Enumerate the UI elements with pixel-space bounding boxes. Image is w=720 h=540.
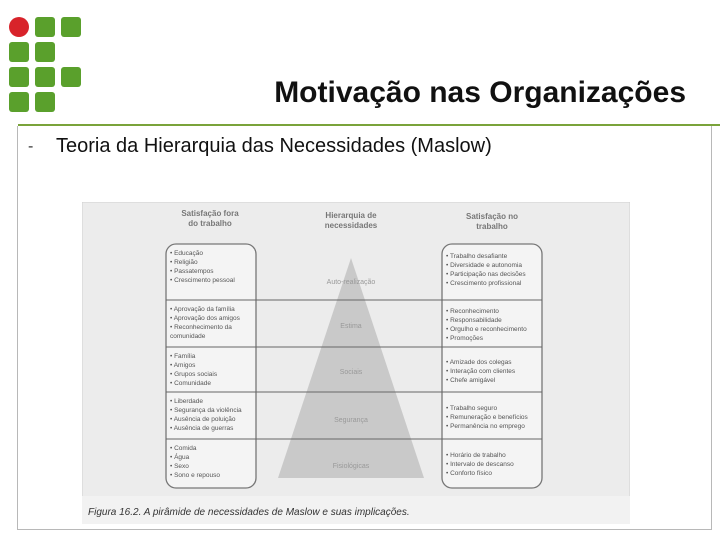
right-item: • Remuneração e benefícios xyxy=(446,414,528,421)
right-item: • Promoções xyxy=(446,335,483,342)
left-item: • Água xyxy=(170,454,190,461)
right-item: • Orgulho e reconhecimento xyxy=(446,326,527,333)
level-physiological: Fisiológicas xyxy=(332,463,370,470)
level-self-actualization: Auto-realização xyxy=(326,279,376,286)
col-left-header-2: do trabalho xyxy=(188,219,232,228)
left-item: • Liberdade xyxy=(170,398,203,405)
left-item: • Família xyxy=(170,353,196,360)
institution-logo xyxy=(9,17,89,113)
left-item: • Sexo xyxy=(170,463,189,470)
left-item: • Comunidade xyxy=(170,380,211,387)
figure-caption: Figura 16.2. A pirâmide de necessidades de Maslow e suas implicações. xyxy=(88,507,410,518)
level-social: Sociais xyxy=(339,369,363,376)
left-item: comunidade xyxy=(170,333,206,340)
left-item: • Educação xyxy=(170,250,203,257)
right-item: • Chefe amigável xyxy=(446,377,496,384)
left-item: • Reconhecimento da xyxy=(170,324,232,331)
left-item: • Aprovação da família xyxy=(170,306,235,313)
left-item: • Sono e repouso xyxy=(170,472,220,479)
col-mid-header-1: Hierarquia de xyxy=(325,211,377,220)
page-title: Motivação nas Organizações xyxy=(274,76,686,109)
level-safety: Segurança xyxy=(334,417,368,424)
left-item: • Aprovação dos amigos xyxy=(170,315,240,322)
right-item: • Diversidade e autonomia xyxy=(446,262,522,269)
bullet-text: Teoria da Hierarquia das Necessidades (Maslow) xyxy=(56,135,492,157)
left-item: • Ausência de poluição xyxy=(170,416,236,423)
right-item: • Reconhecimento xyxy=(446,308,499,315)
right-item: • Conforto físico xyxy=(446,470,492,477)
left-item: • Segurança da violência xyxy=(170,407,242,414)
right-item: • Intervalo de descanso xyxy=(446,461,514,468)
col-right-header-1: Satisfação no xyxy=(465,212,519,221)
right-item: • Crescimento profissional xyxy=(446,280,522,287)
col-left-header-1: Satisfação fora xyxy=(181,209,239,218)
col-mid-header-2: necessidades xyxy=(324,221,378,230)
right-item: • Amizade dos colegas xyxy=(446,359,512,366)
col-right-header-2: trabalho xyxy=(476,222,508,231)
left-item: • Amigos xyxy=(170,362,196,369)
bullet-marker: - xyxy=(28,138,34,155)
right-item: • Trabalho desafiante xyxy=(446,253,508,260)
right-item: • Horário de trabalho xyxy=(446,452,506,459)
left-item: • Passatempos xyxy=(170,268,214,275)
right-item: • Trabalho seguro xyxy=(446,405,498,412)
right-item: • Permanência no emprego xyxy=(446,423,525,430)
left-item: • Religião xyxy=(170,259,198,266)
right-item: • Participação nas decisões xyxy=(446,271,526,278)
level-esteem: Estima xyxy=(340,323,362,330)
left-item: • Crescimento pessoal xyxy=(170,277,235,284)
right-item: • Responsabilidade xyxy=(446,317,502,324)
maslow-figure xyxy=(82,202,630,524)
left-item: • Ausência de guerras xyxy=(170,425,234,432)
left-item: • Grupos sociais xyxy=(170,371,218,378)
right-item: • Interação com clientes xyxy=(446,368,516,375)
left-item: • Comida xyxy=(170,445,197,452)
